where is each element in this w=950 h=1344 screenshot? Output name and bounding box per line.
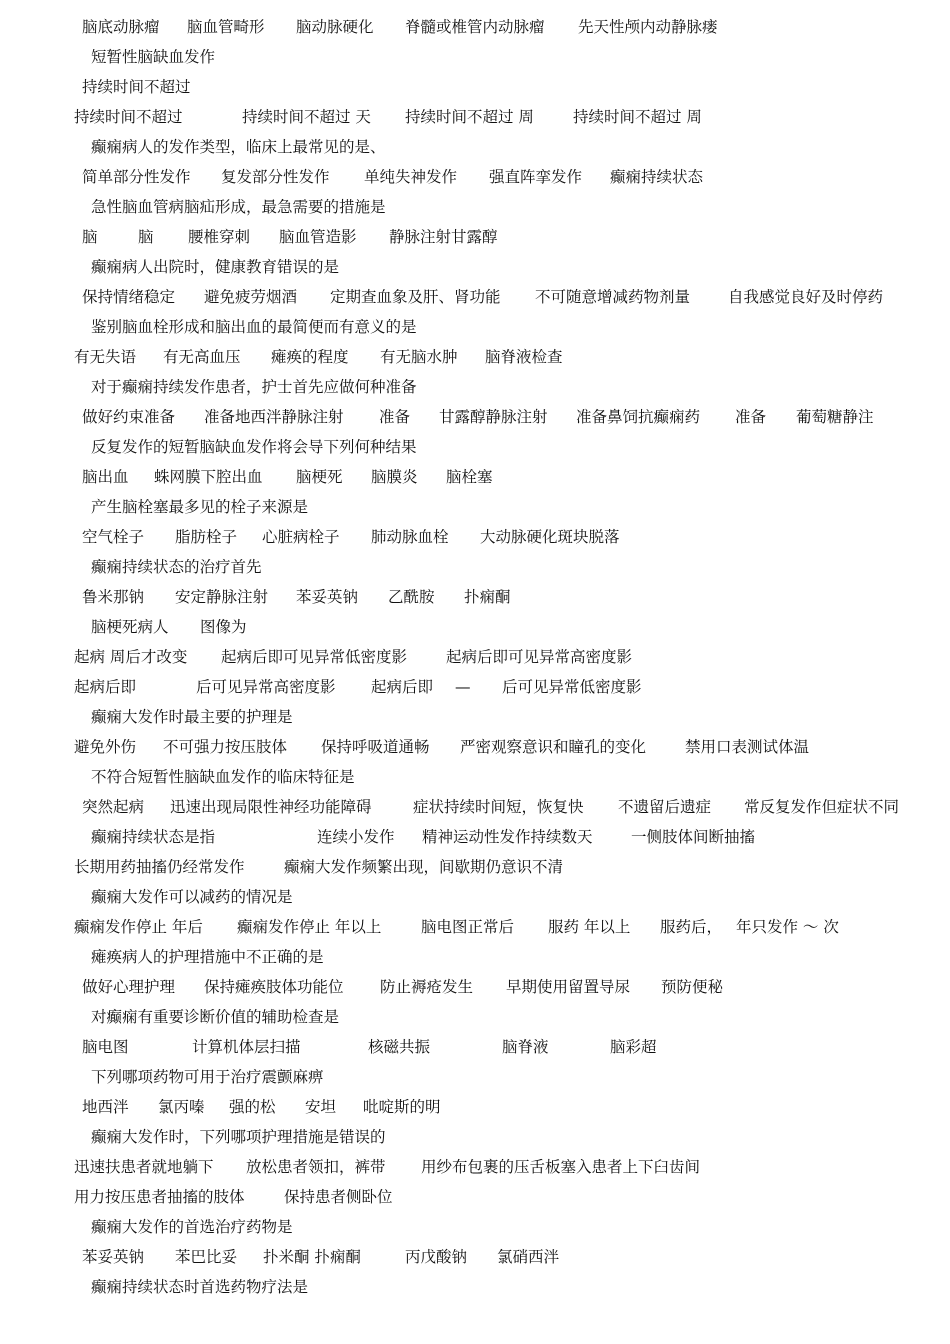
text-line <box>0 42 950 72</box>
text-segment: 简单部分性发作 <box>82 168 191 186</box>
text-line <box>0 582 950 612</box>
text-segment: 放松患者领扣，裤带 <box>246 1158 386 1176</box>
text-segment: 反复发作的短暂脑缺血发作将会导下列何种结果 <box>91 438 417 456</box>
text-line <box>0 522 950 552</box>
text-segment: 不遗留后遗症 <box>618 798 712 816</box>
text-line <box>0 372 950 402</box>
text-segment: 丙戊酸钠 <box>405 1248 468 1266</box>
text-segment: 强的松 <box>229 1098 276 1116</box>
text-segment: 避免疲劳烟酒 <box>204 288 298 306</box>
text-line <box>0 1212 950 1242</box>
text-segment: 脑膜炎 <box>371 468 418 486</box>
text-line <box>0 1182 950 1212</box>
text-segment: 图像为 <box>200 618 247 636</box>
text-segment: 连续小发作 <box>317 828 395 846</box>
text-line <box>0 672 950 702</box>
text-segment: 保持瘫痪肢体功能位 <box>204 978 344 996</box>
text-segment: 脑出血 <box>82 468 129 486</box>
text-segment: 脑血管畸形 <box>187 18 265 36</box>
text-segment: 年只发作 ～ 次 <box>736 918 839 936</box>
text-segment: 有无失语 <box>74 348 137 366</box>
text-segment: 乙酰胺 <box>388 588 435 606</box>
text-segment: 甘露醇静脉注射 <box>439 408 548 426</box>
text-line <box>0 642 950 672</box>
text-line <box>0 1092 950 1122</box>
text-segment: 心脏病栓子 <box>262 528 340 546</box>
text-segment: 下列哪项药物可用于治疗震颤麻痹 <box>91 1068 324 1086</box>
text-line <box>0 1122 950 1152</box>
text-line <box>0 882 950 912</box>
text-segment: 癫痫持续状态时首选药物疗法是 <box>91 1278 309 1296</box>
text-segment: 脑栓塞 <box>446 468 493 486</box>
text-segment: 迅速出现局限性神经功能障碍 <box>170 798 372 816</box>
text-segment: 起病后即可见异常高密度影 <box>446 648 633 666</box>
text-segment: 精神运动性发作持续数天 <box>422 828 593 846</box>
text-segment: 地西泮 <box>82 1098 129 1116</box>
text-segment: 早期使用留置导尿 <box>506 978 631 996</box>
text-line <box>0 732 950 762</box>
text-segment: 癫痫病人出院时，健康教育错误的是 <box>91 258 340 276</box>
text-segment: 产生脑栓塞最多见的栓子来源是 <box>91 498 309 516</box>
text-segment: 安坦 <box>305 1098 337 1116</box>
text-segment: 持续时间不超过 周 <box>573 108 702 126</box>
text-segment: 脑脊液 <box>502 1038 549 1056</box>
text-segment: 对于癫痫持续发作患者，护士首先应做何种准备 <box>91 378 417 396</box>
text-segment: 脑血管造影 <box>279 228 357 246</box>
text-segment: 癫痫持续状态是指 <box>91 828 216 846</box>
text-segment: 服药后， <box>660 918 723 936</box>
text-segment: 持续时间不超过 <box>82 78 191 96</box>
text-line <box>0 1242 950 1272</box>
text-segment: 脑 <box>82 228 98 246</box>
text-line <box>0 1152 950 1182</box>
text-line <box>0 1062 950 1092</box>
text-segment: 做好心理护理 <box>82 978 176 996</box>
text-segment: 脑脊液检查 <box>485 348 563 366</box>
text-segment: 空气栓子 <box>82 528 145 546</box>
text-segment: 定期查血象及肝、肾功能 <box>330 288 501 306</box>
text-segment: 急性脑血管病脑疝形成，最急需要的措施是 <box>91 198 386 216</box>
text-line <box>0 342 950 372</box>
text-segment: 不可强力按压肢体 <box>163 738 288 756</box>
text-segment: 起病后即 <box>74 678 137 696</box>
text-segment: 不符合短暂性脑缺血发作的临床特征是 <box>91 768 355 786</box>
text-segment: 癫痫大发作时最主要的护理是 <box>91 708 293 726</box>
text-segment: 常反复发作但症状不同 <box>744 798 900 816</box>
text-segment: 癫痫发作停止 年后 <box>74 918 203 936</box>
text-segment: 保持患者侧卧位 <box>284 1188 393 1206</box>
text-segment: 瘫痪病人的护理措施中不正确的是 <box>91 948 324 966</box>
text-segment: 不可随意增减药物剂量 <box>535 288 691 306</box>
text-segment: 对癫痫有重要诊断价值的辅助检查是 <box>91 1008 340 1026</box>
text-segment: 保持情绪稳定 <box>82 288 176 306</box>
text-line <box>0 432 950 462</box>
text-segment: 静脉注射甘露醇 <box>389 228 498 246</box>
text-segment: 癫痫持续状态 <box>610 168 704 186</box>
text-line <box>0 702 950 732</box>
text-segment: 癫痫持续状态的治疗首先 <box>91 558 262 576</box>
text-segment: 肺动脉血栓 <box>371 528 449 546</box>
text-segment: 癫痫大发作的首选治疗药物是 <box>91 1218 293 1236</box>
text-segment: 准备 <box>735 408 767 426</box>
text-line <box>0 822 950 852</box>
text-segment: 脑 <box>138 228 154 246</box>
text-segment: 复发部分性发作 <box>221 168 330 186</box>
text-line <box>0 1032 950 1062</box>
text-line <box>0 162 950 192</box>
text-segment: 计算机体层扫描 <box>192 1038 301 1056</box>
text-segment: 癫痫大发作频繁出现，间歇期仍意识不清 <box>284 858 564 876</box>
text-line <box>0 132 950 162</box>
text-segment: 癫痫病人的发作类型，临床上最常见的是、 <box>91 138 386 156</box>
text-segment: 有无高血压 <box>163 348 241 366</box>
text-segment: 大动脉硬化斑块脱落 <box>480 528 620 546</box>
text-segment: 起病 周后才改变 <box>74 648 188 666</box>
text-segment: 禁用口表测试体温 <box>685 738 810 756</box>
text-segment: 避免外伤 <box>74 738 137 756</box>
text-segment: 防止褥疮发生 <box>380 978 474 996</box>
text-line <box>0 762 950 792</box>
text-segment: 做好约束准备 <box>82 408 176 426</box>
text-segment: 自我感觉良好及时停药 <box>728 288 884 306</box>
text-line <box>0 912 950 942</box>
text-segment: 吡啶斯的明 <box>363 1098 441 1116</box>
text-segment: 迅速扶患者就地躺下 <box>74 1158 214 1176</box>
text-line <box>0 792 950 822</box>
text-segment: 突然起病 <box>82 798 145 816</box>
text-line <box>0 312 950 342</box>
text-segment: 服药 年以上 <box>548 918 631 936</box>
text-segment: 腰椎穿刺 <box>188 228 251 246</box>
text-segment: 用力按压患者抽搐的肢体 <box>74 1188 245 1206</box>
text-line <box>0 192 950 222</box>
text-segment: 预防便秘 <box>661 978 724 996</box>
text-segment: 脑梗死 <box>296 468 343 486</box>
text-segment: 氯硝西泮 <box>497 1248 560 1266</box>
text-segment: 脑梗死病人 <box>91 618 169 636</box>
text-line <box>0 12 950 42</box>
text-line <box>0 252 950 282</box>
text-segment: 安定静脉注射 <box>175 588 269 606</box>
text-segment: 癫痫大发作可以减药的情况是 <box>91 888 293 906</box>
text-line <box>0 72 950 102</box>
text-segment: 持续时间不超过 天 <box>242 108 371 126</box>
text-segment: 准备 <box>379 408 411 426</box>
text-line <box>0 552 950 582</box>
text-segment: 用纱布包裹的压舌板塞入患者上下臼齿间 <box>421 1158 701 1176</box>
text-line <box>0 852 950 882</box>
text-line <box>0 492 950 522</box>
text-segment: 后可见异常高密度影 <box>196 678 336 696</box>
text-segment: 蛛网膜下腔出血 <box>154 468 263 486</box>
text-segment: 癫痫大发作时，下列哪项护理措施是错误的 <box>91 1128 386 1146</box>
text-line <box>0 942 950 972</box>
text-segment: 症状持续时间短，恢复快 <box>413 798 584 816</box>
text-segment: 苯妥英钠 <box>82 1248 145 1266</box>
text-segment: 脊髓或椎管内动脉瘤 <box>405 18 545 36</box>
text-segment: 鉴别脑血栓形成和脑出血的最简便而有意义的是 <box>91 318 417 336</box>
text-line <box>0 1002 950 1032</box>
text-segment: 葡萄糖静注 <box>796 408 874 426</box>
text-segment: 苯巴比妥 <box>175 1248 238 1266</box>
text-segment: 鲁米那钠 <box>82 588 145 606</box>
text-line <box>0 972 950 1002</box>
text-segment: 长期用药抽搐仍经常发作 <box>74 858 245 876</box>
text-segment: 瘫痪的程度 <box>271 348 349 366</box>
text-segment: 起病后即 <box>371 678 434 696</box>
text-segment: 脑电图正常后 <box>421 918 515 936</box>
text-line <box>0 282 950 312</box>
text-segment: 脑动脉硬化 <box>296 18 374 36</box>
text-segment: 后可见异常低密度影 <box>502 678 642 696</box>
text-segment: 脑彩超 <box>610 1038 657 1056</box>
text-segment: 脑电图 <box>82 1038 129 1056</box>
text-segment: 持续时间不超过 <box>74 108 183 126</box>
text-segment: 严密观察意识和瞳孔的变化 <box>460 738 647 756</box>
text-segment: 强直阵挛发作 <box>489 168 583 186</box>
text-line <box>0 1272 950 1302</box>
text-line <box>0 222 950 252</box>
text-segment: 准备鼻饲抗癫痫药 <box>576 408 701 426</box>
text-segment: — <box>455 678 471 696</box>
text-segment: 先天性颅内动静脉瘘 <box>578 18 718 36</box>
text-segment: 苯妥英钠 <box>296 588 359 606</box>
text-segment: 扑米酮 扑痫酮 <box>263 1248 361 1266</box>
text-segment: 准备地西泮静脉注射 <box>204 408 344 426</box>
text-line <box>0 402 950 432</box>
text-segment: 脑底动脉瘤 <box>82 18 160 36</box>
text-segment: 扑痫酮 <box>464 588 511 606</box>
text-segment: 短暂性脑缺血发作 <box>91 48 216 66</box>
text-segment: 持续时间不超过 周 <box>405 108 534 126</box>
text-line <box>0 102 950 132</box>
text-segment: 单纯失神发作 <box>364 168 458 186</box>
text-line <box>0 612 950 642</box>
text-segment: 癫痫发作停止 年以上 <box>237 918 382 936</box>
text-segment: 核磁共振 <box>368 1038 431 1056</box>
text-segment: 氯丙嗪 <box>158 1098 205 1116</box>
text-line <box>0 462 950 492</box>
text-segment: 起病后即可见异常低密度影 <box>221 648 408 666</box>
text-segment: 一侧肢体间断抽搐 <box>631 828 756 846</box>
text-segment: 有无脑水肿 <box>380 348 458 366</box>
text-segment: 保持呼吸道通畅 <box>321 738 430 756</box>
text-segment: 脂肪栓子 <box>175 528 238 546</box>
